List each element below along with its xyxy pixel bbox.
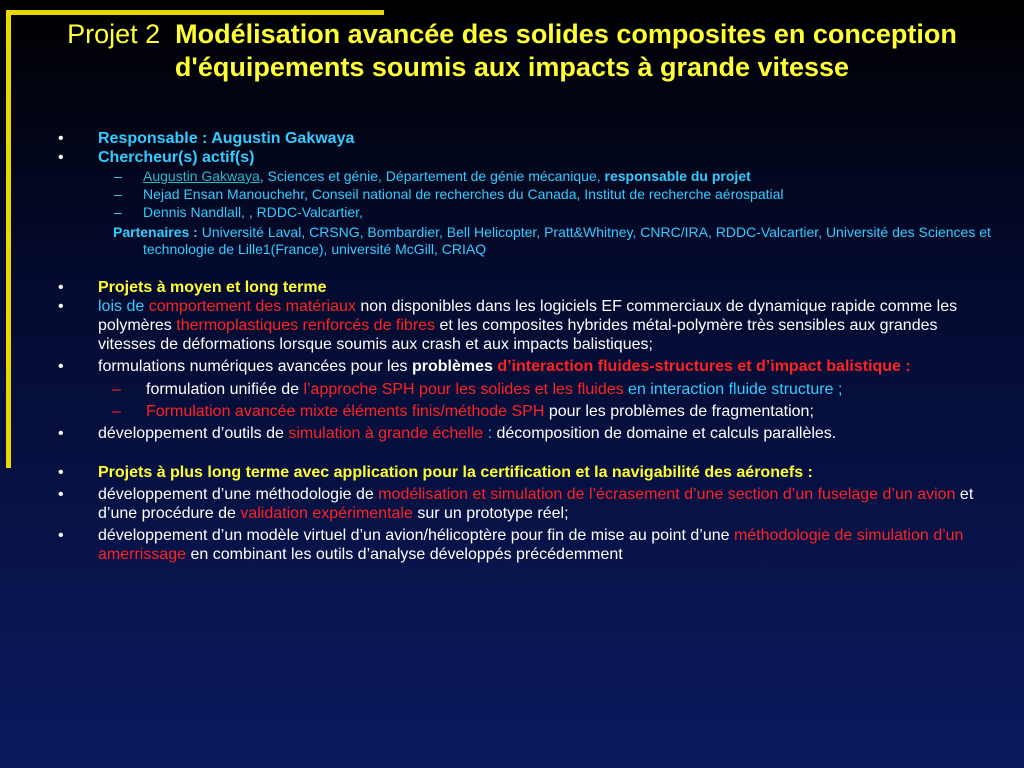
- item3-d: décomposition de domaine et calculs parallèles.: [496, 425, 837, 442]
- title-main: Modélisation avancée des solides composites en conception d'équipements soumis aux impacts à grande vitesse: [174, 19, 957, 82]
- responsable-text: Responsable : Augustin Gakwaya: [98, 130, 355, 147]
- chercheurs-heading: Chercheur(s) actif(s): [98, 149, 255, 166]
- item2-sub2-b: pour les problèmes de fragmentation;: [544, 403, 814, 420]
- item3-b: simulation à grande échelle: [288, 425, 484, 442]
- item4-d: validation expérimentale: [240, 505, 413, 522]
- item4-e: sur un prototype réel;: [412, 505, 569, 522]
- sub-item-sph: [54, 380, 994, 399]
- moyen-terme-heading: Projets à moyen et long terme: [98, 279, 327, 296]
- dash: –: [112, 381, 121, 398]
- bullet: •: [58, 149, 64, 166]
- item4-a: développement d’une méthodologie de: [98, 486, 379, 503]
- item1-c: non disponibles dans les logiciels EF commerciaux de dynamique rapide comme les polymères: [98, 298, 958, 334]
- researcher-item-1: [54, 168, 994, 185]
- researcher-item-2: [54, 186, 994, 203]
- item4-c: et d’une procédure de: [98, 486, 974, 522]
- researcher-link[interactable]: Augustin Gakwaya: [143, 168, 260, 184]
- partners-paragraph: [54, 224, 994, 258]
- bullet: •: [58, 130, 64, 147]
- item1-b: comportement des matériaux: [148, 298, 356, 315]
- slide-title: [40, 18, 984, 84]
- item2-sub2-a: Formulation avancée mixte éléments finis/méthode SPH: [146, 403, 545, 420]
- item1-e: et les composites hybrides métal-polymère très sensibles aux grandes vitesses de déformations lorsque soumis aux crash et aux impacts balistiques;: [98, 317, 938, 353]
- researcher-2-text: Nejad Ensan Manouchehr, Conseil national de recherches du Canada, Institut de recherche aérospatial: [143, 186, 784, 202]
- bullet: •: [58, 486, 64, 503]
- bullet: •: [58, 298, 64, 315]
- list-item-responsable: [54, 129, 994, 148]
- researcher-1-role: responsable du projet: [604, 168, 751, 184]
- bullet: •: [58, 358, 64, 375]
- item2-c: d’interaction fluides-structures et d’impact balistique :: [492, 358, 911, 375]
- bullet: •: [58, 464, 64, 481]
- item4-b: modélisation et simulation de l’écrasement d’une section d’un fuselage d’un avion: [378, 486, 956, 503]
- list-item-modele-virtuel: [54, 526, 994, 564]
- list-item-methodologie: [54, 485, 994, 523]
- list-item-moyen-terme: [54, 278, 994, 297]
- bullet: •: [58, 527, 64, 544]
- item3-a: développement d’outils de: [98, 425, 289, 442]
- researcher-item-3: [54, 204, 994, 221]
- researcher-1-text: , Sciences et génie, Département de génie mécanique,: [259, 168, 605, 184]
- dash: –: [114, 186, 122, 202]
- partners-label: Partenaires :: [113, 224, 202, 240]
- item2-b: problèmes: [411, 358, 493, 375]
- item5-b: méthodologie de simulation d’un amerrissage: [98, 527, 964, 563]
- partners-text: Université Laval, CRSNG, Bombardier, Bell Helicopter, Pratt&Whitney, CNRC/IRA, RDDC-Valcartier, Université des Sciences et technologie de Lille1(France), université McGill, CRIAQ: [143, 224, 991, 257]
- list-item-simulation: [54, 424, 994, 443]
- dash: –: [114, 204, 122, 220]
- list-item-chercheurs: [54, 148, 994, 167]
- list-item-long-terme: [54, 463, 994, 482]
- list-item-formulations: [54, 357, 994, 376]
- item3-c: :: [483, 425, 497, 442]
- item5-a: développement d’un modèle virtuel d’un avion/hélicoptère pour fin de mise au point d’une: [98, 527, 734, 544]
- accent-bar-left: [6, 10, 11, 468]
- sub-item-mixte: [54, 402, 994, 421]
- researcher-3-text: Dennis Nandlall, , RDDC-Valcartier,: [143, 204, 363, 220]
- item5-c: en combinant les outils d’analyse développés précédemment: [186, 546, 623, 563]
- dash: –: [112, 403, 121, 420]
- item1-d: thermoplastiques renforcés de fibres: [176, 317, 436, 334]
- item2-sub1-c: en interaction fluide structure ;: [623, 381, 843, 398]
- bullet: •: [58, 279, 64, 296]
- bullet: •: [58, 425, 64, 442]
- accent-bar-top: [6, 10, 384, 15]
- item1-a: lois de: [98, 298, 149, 315]
- slide-content: [54, 129, 994, 564]
- item2-sub1-b: l’approche SPH pour les solides et les fluides: [303, 381, 624, 398]
- dash: –: [114, 168, 122, 184]
- item2-sub1-a: formulation unifiée de: [146, 381, 304, 398]
- long-terme-heading: Projets à plus long terme avec application pour la certification et la navigabilité des aéronefs :: [98, 464, 813, 481]
- project-tag: Projet 2: [67, 19, 161, 49]
- item2-a: formulations numériques avancées pour les: [98, 358, 412, 375]
- list-item-lois: [54, 297, 994, 354]
